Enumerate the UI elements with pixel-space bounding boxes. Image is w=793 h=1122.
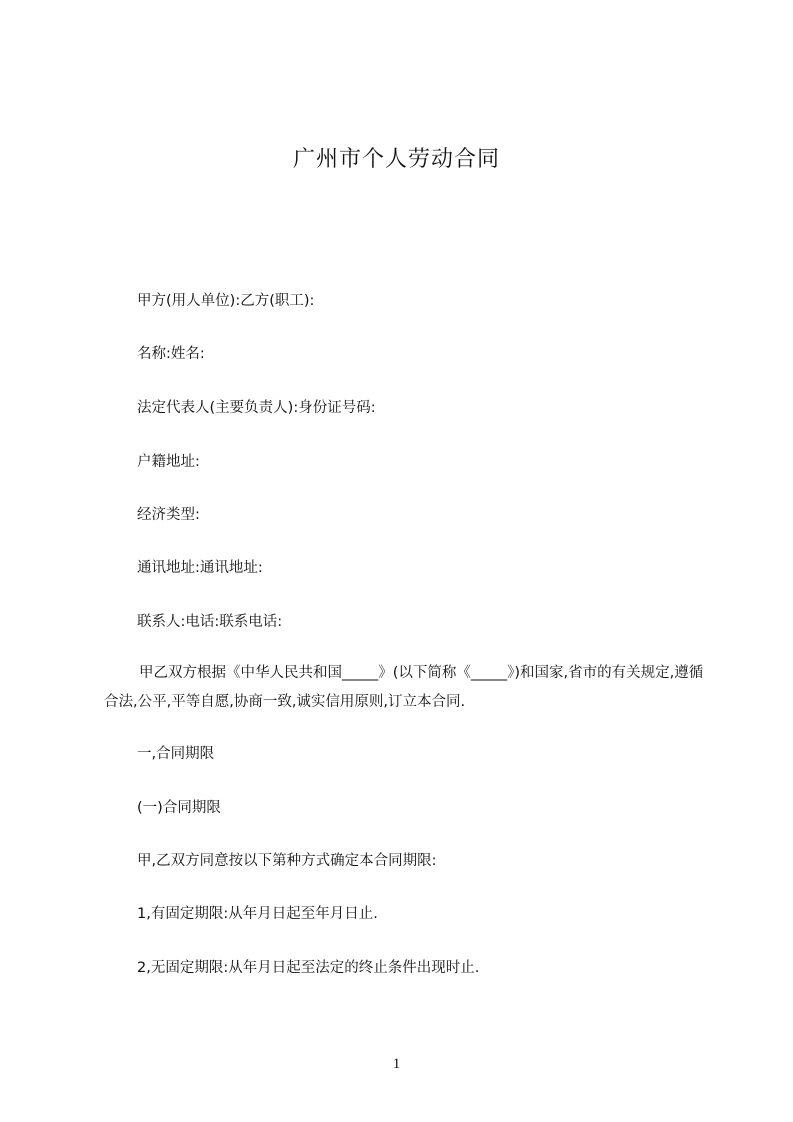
household-address-line: 户籍地址: — [137, 454, 200, 470]
intro-paragraph: 甲乙双方根据《中华人民共和国_____》(以下简称《_____》)和国家,省市的有关规定,遵循合法,公平,平等自愿,协商一致,诚实信用原则,订立本合同. — [104, 665, 704, 710]
document-title: 广州市个人劳动合同 — [292, 147, 500, 172]
fixed-term-line: 1,有固定期限:从年月日起至年月日止. — [137, 906, 378, 922]
subsection-heading-contract-term: (一)合同期限 — [137, 800, 221, 816]
party-header-line: 甲方(用人单位):乙方(职工): — [137, 293, 315, 309]
name-line: 名称:姓名: — [137, 346, 205, 362]
contact-line: 联系人:电话:联系电话: — [137, 614, 283, 630]
section-heading-contract-term: 一,合同期限 — [137, 746, 215, 762]
economic-type-line: 经济类型: — [137, 507, 200, 523]
legal-representative-line: 法定代表人(主要负责人):身份证号码: — [137, 400, 376, 416]
term-method-line: 甲,乙双方同意按以下第种方式确定本合同期限: — [137, 853, 437, 869]
open-term-line: 2,无固定期限:从年月日起至法定的终止条件出现时止. — [137, 960, 480, 976]
mailing-address-line: 通讯地址:通讯地址: — [137, 560, 263, 576]
page-number: 1 — [392, 1056, 401, 1072]
